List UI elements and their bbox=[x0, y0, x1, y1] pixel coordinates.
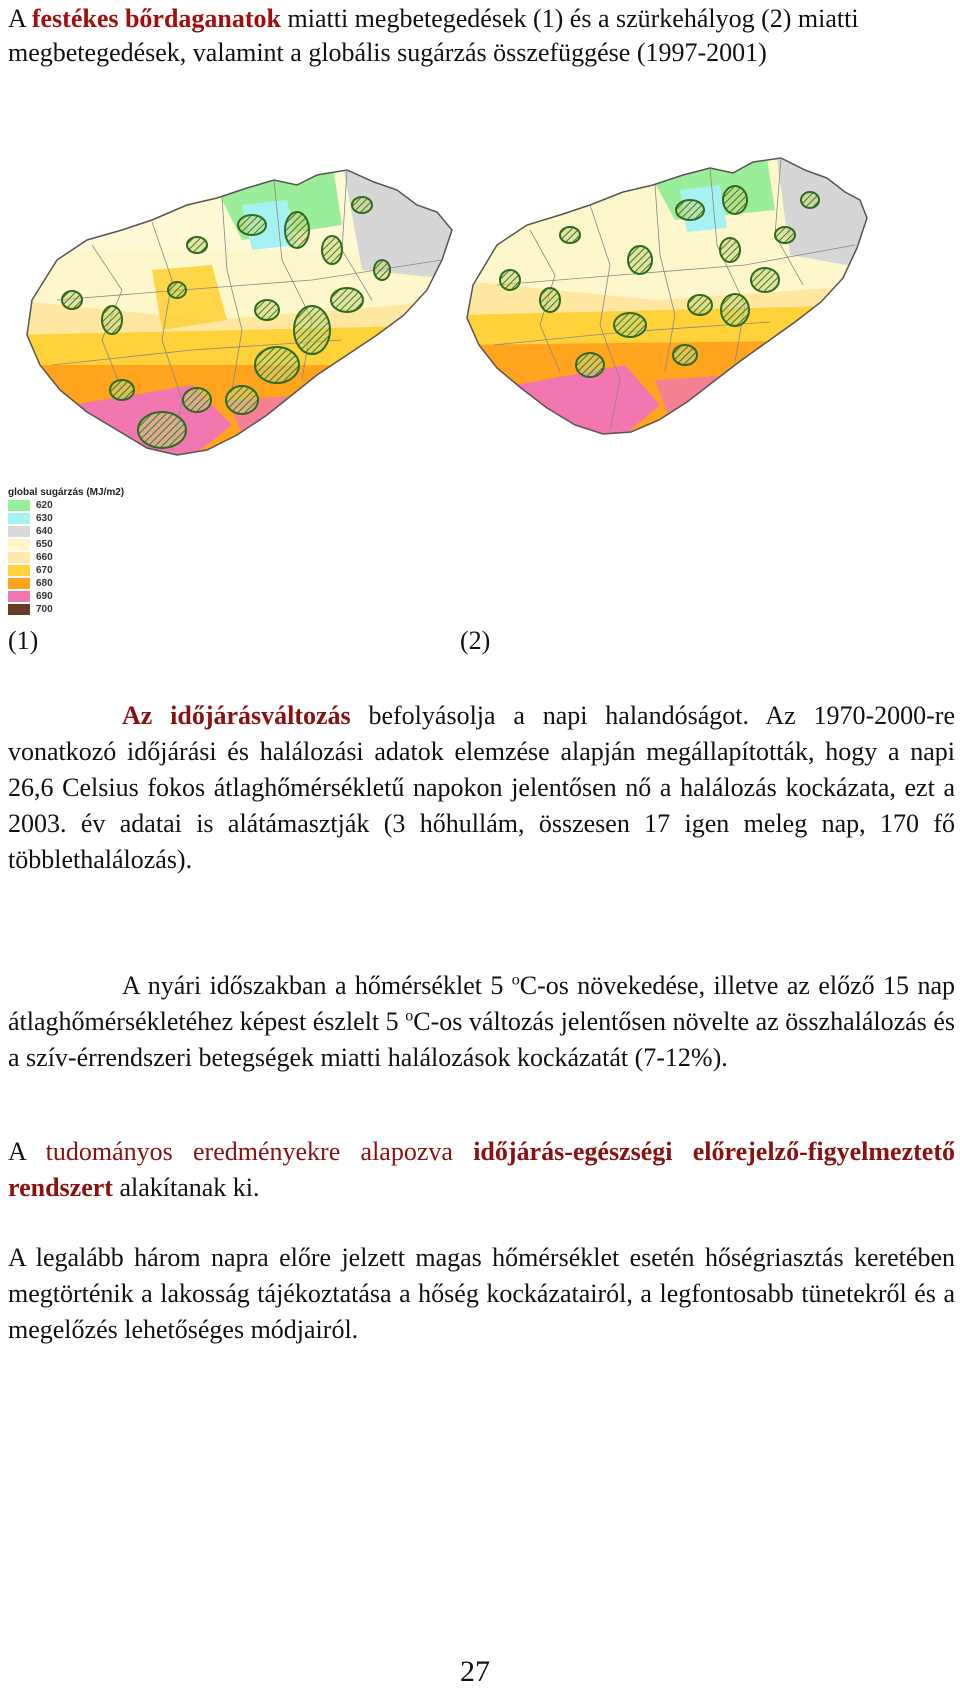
map-legend bbox=[8, 487, 208, 616]
legend-swatch bbox=[8, 578, 30, 589]
paragraph-1-link[interactable]: Az időjárásváltozás bbox=[122, 701, 351, 730]
legend-value: 650 bbox=[36, 539, 53, 550]
paragraph-2 bbox=[8, 968, 955, 1076]
heading-text: A bbox=[8, 4, 32, 33]
heading-link-melanoma[interactable]: festékes bőrdaganatok bbox=[31, 4, 282, 33]
legend-item bbox=[8, 525, 208, 538]
legend-swatch bbox=[8, 552, 30, 563]
legend-swatch bbox=[8, 500, 30, 511]
legend-swatch bbox=[8, 539, 30, 550]
legend-item bbox=[8, 603, 208, 616]
legend-item bbox=[8, 590, 208, 603]
legend-title: global sugárzás (MJ/m2) bbox=[8, 487, 125, 498]
legend-swatch bbox=[8, 591, 30, 602]
legend-item bbox=[8, 512, 208, 525]
legend-swatch bbox=[8, 526, 30, 537]
legend-value: 680 bbox=[36, 578, 53, 589]
legend-value: 670 bbox=[36, 565, 53, 576]
legend-item bbox=[8, 551, 208, 564]
legend-swatch bbox=[8, 513, 30, 524]
legend-value: 700 bbox=[36, 604, 53, 615]
degree-sup-1: o bbox=[511, 971, 520, 989]
paragraph-3-text: A bbox=[8, 1137, 46, 1166]
paragraph-2-text-2: C-os növekedése, illetve az előző 15 nap átlaghőmérsékletéhez képest észlelt 5 bbox=[8, 971, 955, 1036]
legend-item bbox=[8, 577, 208, 590]
map-cataract bbox=[455, 140, 875, 460]
legend-value: 620 bbox=[36, 500, 53, 511]
paragraph-1 bbox=[8, 698, 955, 878]
heading-text-rest: miatti megbetegedések (1) és a szürkehályog (2) miatti megbetegedések, valamint a globális sugárzás összefüggése (1997-2001) bbox=[8, 4, 859, 67]
legend-item bbox=[8, 538, 208, 551]
paragraph-2-text-3: C-os változás jelentősen növelte az összhalálozás és a szív-érrendszeri betegségek miatti halálozások kockázatát (7-12%). bbox=[8, 1007, 955, 1072]
legend-value: 630 bbox=[36, 513, 53, 524]
legend-value: 640 bbox=[36, 526, 53, 537]
paragraph-3 bbox=[8, 1134, 955, 1206]
paragraph-3-space bbox=[453, 1137, 473, 1166]
degree-sup-2: o bbox=[405, 1007, 414, 1025]
paragraph-1-text: befolyásolja a napi halandóságot. Az 1970-2000-re vonatkozó időjárási és halálozási adatok elemzése alapján megállapították, hogy a napi 26,6 Celsius fokos átlaghőmérsékletű napokon jelentősen nő a halálozás kockázata, ezt a 2003. év adatai is alátámasztják (3 hőhullám, összesen 17 igen meleg nap, 170 fő többlethalálozás). bbox=[8, 701, 955, 874]
paragraph-2-text: A nyári időszakban a hőmérséklet 5 bbox=[122, 971, 512, 1000]
page-heading bbox=[8, 2, 938, 70]
map-melanoma bbox=[12, 150, 462, 480]
legend-item bbox=[8, 564, 208, 577]
page-number: 27 bbox=[460, 1655, 490, 1688]
paragraph-4: A legalább három napra előre jelzett magas hőmérséklet esetén hőségriasztás keretében megtörténik a lakosság tájékoztatása a hőség kockázatairól, a legfontosabb tünetekről és a megelőzés lehetőséges módjairól. bbox=[8, 1243, 955, 1344]
map-label-left: (1) bbox=[8, 626, 39, 655]
paragraph-3-bold-link[interactable]: időjárás-egészségi előrejelző-figyelmeztető rendszert bbox=[8, 1137, 955, 1202]
map-label-right: (2) bbox=[460, 626, 491, 655]
legend-value: 690 bbox=[36, 591, 53, 602]
legend-swatch bbox=[8, 604, 30, 615]
paragraph-3-text-end: alakítanak ki. bbox=[112, 1173, 260, 1202]
legend-swatch bbox=[8, 565, 30, 576]
legend-item bbox=[8, 499, 208, 512]
paragraph-3-link[interactable]: tudományos eredményekre alapozva bbox=[45, 1137, 453, 1166]
legend-value: 660 bbox=[36, 552, 53, 563]
